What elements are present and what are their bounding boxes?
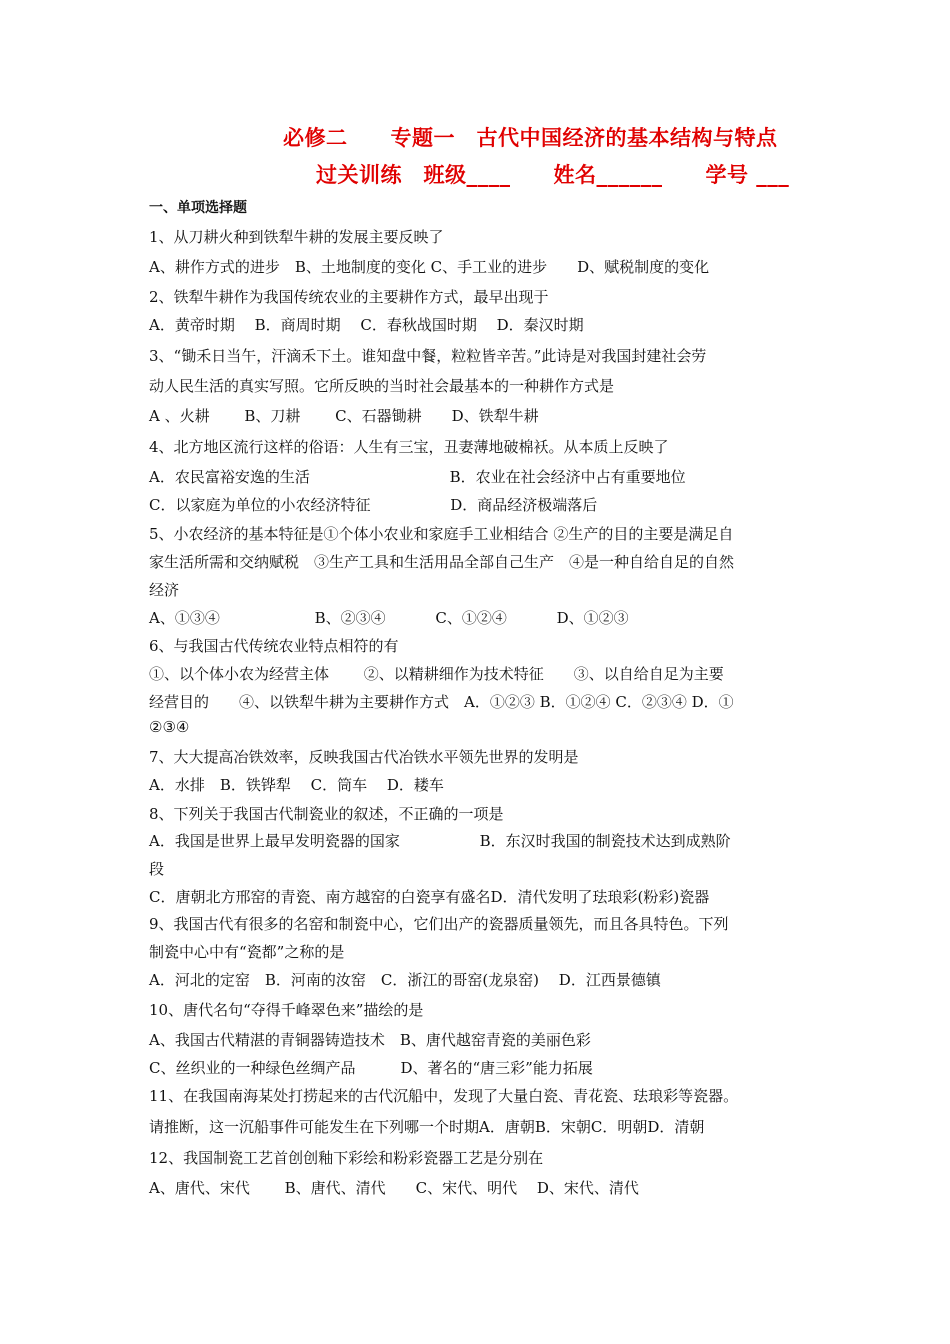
question-line: C．以家庭为单位的小农经济特征 D．商品经济极端落后 xyxy=(149,496,598,514)
question-line: 经济 xyxy=(149,581,180,599)
question-line: 经营目的 ④、以铁犁牛耕为主要耕作方式 A．①②③ B．①②④ C．②③④ D．① xyxy=(149,693,734,711)
question-line: 9、我国古代有很多的名窑和制瓷中心，它们出产的瓷器质量领先，而且各具特色。下列 xyxy=(149,915,729,933)
question-line: 5、小农经济的基本特征是①个体小农业和家庭手工业相结合 ②生产的目的主要是满足自 xyxy=(149,525,734,543)
question-line: 2、铁犁牛耕作为我国传统农业的主要耕作方式，最早出现于 xyxy=(149,288,549,306)
question-line: 制瓷中心中有“瓷都”之称的是 xyxy=(149,943,345,961)
question-line: 4、北方地区流行这样的俗语：人生有三宝，丑妻薄地破棉袄。从本质上反映了 xyxy=(149,438,669,456)
section-heading: 一、单项选择题 xyxy=(149,200,247,216)
question-line: 家生活所需和交纳赋税 ③生产工具和生活用品全部自己生产 ④是一种自给自足的自然 xyxy=(149,553,735,571)
question-line: A．水排 B．铁铧犁 C．筒车 D．耧车 xyxy=(149,776,444,794)
question-line: ①、以个体小农为经营主体 ②、以精耕细作为技术特征 ③、以自给自足为主要 xyxy=(149,665,724,683)
question-line: 7、大大提高冶铁效率，反映我国古代冶铁水平领先世界的发明是 xyxy=(149,748,579,766)
document-title: 必修二 专题一 古代中国经济的基本结构与特点 xyxy=(283,125,778,150)
question-line: 12、我国制瓷工艺首创创釉下彩绘和粉彩瓷器工艺是分别在 xyxy=(149,1149,544,1167)
question-line: ②③④ xyxy=(149,718,190,736)
question-line: A．河北的定窑 B．河南的汝窑 C．浙江的哥窑(龙泉窑) D．江西景德镇 xyxy=(149,971,661,989)
question-line: A．农民富裕安逸的生活 B．农业在社会经济中占有重要地位 xyxy=(149,468,686,486)
question-line: A．我国是世界上最早发明瓷器的国家 B．东汉时我国的制瓷技术达到成熟阶 xyxy=(149,832,731,850)
question-line: A、耕作方式的进步 B、土地制度的变化 C、手工业的进步 D、赋税制度的变化 xyxy=(149,258,710,276)
question-line: 11、在我国南海某处打捞起来的古代沉船中，发现了大量白瓷、青花瓷、珐琅彩等瓷器。 xyxy=(149,1087,739,1105)
question-line: A 、火耕 B、刀耕 C、石器锄耕 D、铁犁牛耕 xyxy=(149,407,539,425)
question-line: C．唐朝北方邢窑的青瓷、南方越窑的白瓷享有盛名D．清代发明了珐琅彩(粉彩)瓷器 xyxy=(149,888,710,906)
question-line: A、①③④ B、②③④ C、①②④ D、①②③ xyxy=(149,609,629,627)
question-line: 6、与我国古代传统农业特点相符的有 xyxy=(149,637,399,655)
question-line: A．黄帝时期 B．商周时期 C．春秋战国时期 D．秦汉时期 xyxy=(149,316,584,334)
question-line: 10、唐代名句“夺得千峰翠色来”描绘的是 xyxy=(149,1001,424,1019)
question-line: 请推断，这一沉船事件可能发生在下列哪一个时期A．唐朝B．宋朝C．明朝D．清朝 xyxy=(149,1118,705,1136)
question-line: 8、下列关于我国古代制瓷业的叙述，不正确的一项是 xyxy=(149,805,504,823)
question-line: 动人民生活的真实写照。它所反映的当时社会最基本的一种耕作方式是 xyxy=(149,377,615,395)
document-subtitle: 过关训练 班级____ 姓名______ 学号 ___ xyxy=(316,162,790,187)
question-line: 1、从刀耕火种到铁犁牛耕的发展主要反映了 xyxy=(149,228,444,246)
question-line: A、我国古代精湛的青铜器铸造技术 B、唐代越窑青瓷的美丽色彩 xyxy=(149,1031,591,1049)
question-line: C、丝织业的一种绿色丝绸产品 D、著名的“唐三彩”能力拓展 xyxy=(149,1059,593,1077)
question-line: 段 xyxy=(149,860,165,878)
question-line: 3、“锄禾日当午，汗滴禾下土。谁知盘中餐，粒粒皆辛苦。”此诗是对我国封建社会劳 xyxy=(149,347,707,365)
question-line: A、唐代、宋代 B、唐代、清代 C、宋代、明代 D、宋代、清代 xyxy=(149,1179,639,1197)
